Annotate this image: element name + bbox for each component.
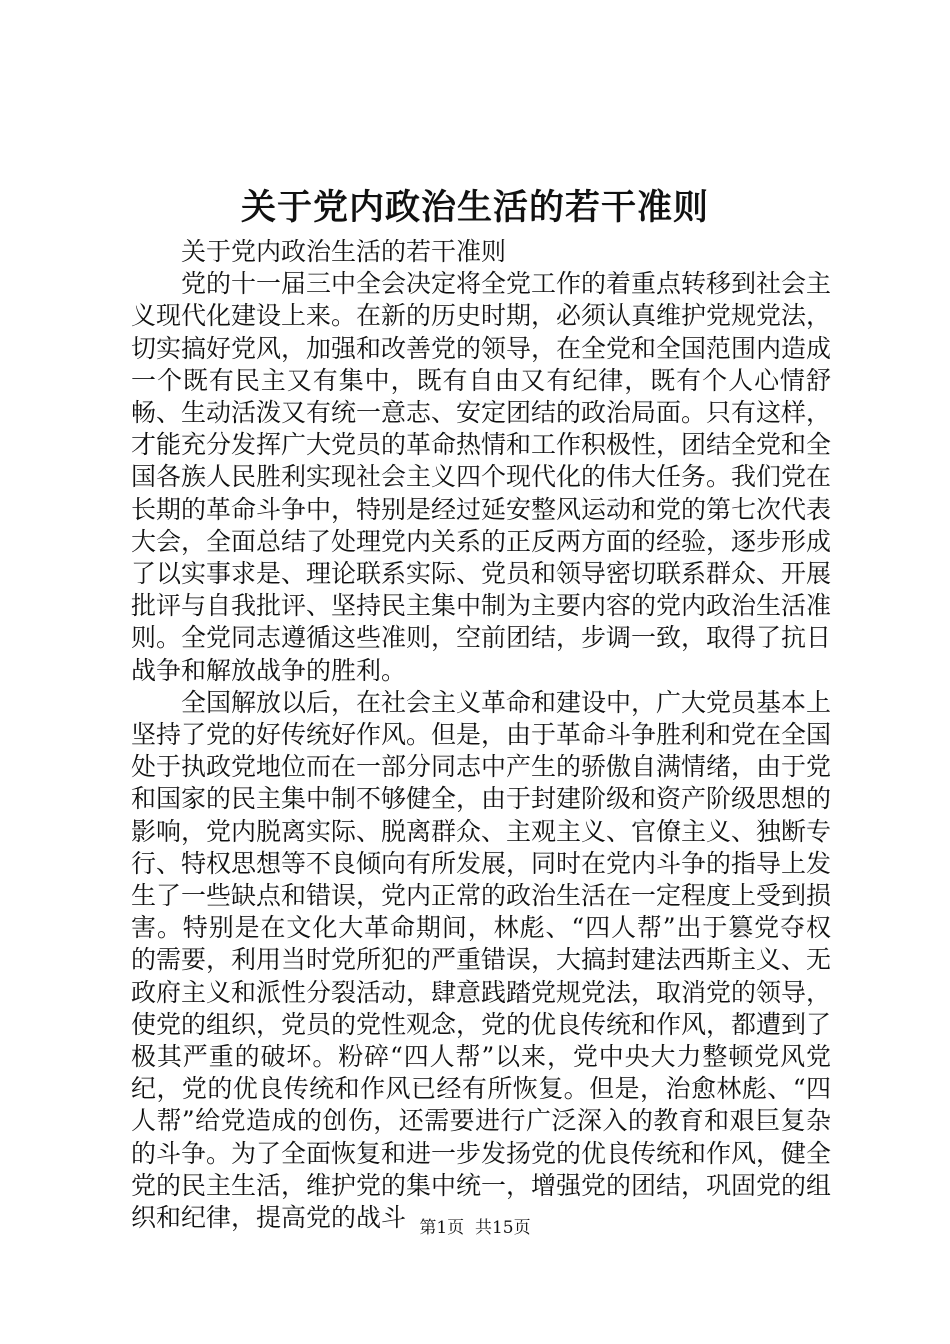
document-body (131, 236, 831, 1234)
paragraph: 党的十一届三中全会决定将全党工作的着重点转移到社会主义现代化建设上来。在新的历史时期，必须认真维护党规党法，切实搞好党风，加强和改善党的领导，在全党和全国范围内造成一个既有民主又有集中，既有自由又有纪律，既有个人心情舒畅、生动活泼又有统一意志、安定团结的政治局面。只有这样，才能充分发挥广大党员的革命热情和工作积极性，团结全党和全国各族人民胜利实现社会主义四个现代化的伟大任务。我们党在长期的革命斗争中，特别是经过延安整风运动和党的第七次代表大会，全面总结了处理党内关系的正反两方面的经验，逐步形成了以实事求是、理论联系实际、党员和领导密切联系群众、开展批评与自我批评、坚持民主集中制为主要内容的党内政治生活准则。全党同志遵循这些准则，空前团结，步调一致，取得了抗日战争和解放战争的胜利。 (131, 269, 832, 685)
paragraph-subtitle: 关于党内政治生活的若干准则 (181, 237, 507, 266)
page-footer (0, 1216, 950, 1240)
page-number: 第1页 共15页 (419, 1218, 531, 1238)
document-title: 关于党内政治生活的若干准则 (240, 187, 709, 228)
paragraph: 全国解放以后，在社会主义革命和建设中，广大党员基本上坚持了党的好传统好作风。但是，由于革命斗争胜利和党在全国处于执政党地位而在一部分同志中产生的骄傲自满情绪，由于党和国家的民主集中制不够健全，由于封建阶级和资产阶级思想的影响，党内脱离实际、脱离群众、主观主义、官僚主义、独断专行、特权思想等不良倾向有所发展，同时在党内斗争的指导上发生了一些缺点和错误，党内正常的政治生活在一定程度上受到损害。特别是在文化大革命期间，林彪、“四人帮”出于篡党夺权的需要，利用当时党所犯的严重错误，大搞封建法西斯主义、无政府主义和派性分裂活动，肆意践踏党规党法，取消党的领导，使党的组织，党员的党性观念，党的优良传统和作风，都遭到了极其严重的破坏。粉碎“四人帮”以来，党中央大力整顿党风党纪，党的优良传统和作风已经有所恢复。但是，治愈林彪、“四人帮”给党造成的创伤，还需要进行广泛深入的教育和艰巨复杂的斗争。为了全面恢复和进一步发扬党的优良传统和作风，健全党的民主生活，维护党的集中统一，增强党的团结，巩固党的组织和纪律，提高党的战斗 (131, 687, 832, 1233)
